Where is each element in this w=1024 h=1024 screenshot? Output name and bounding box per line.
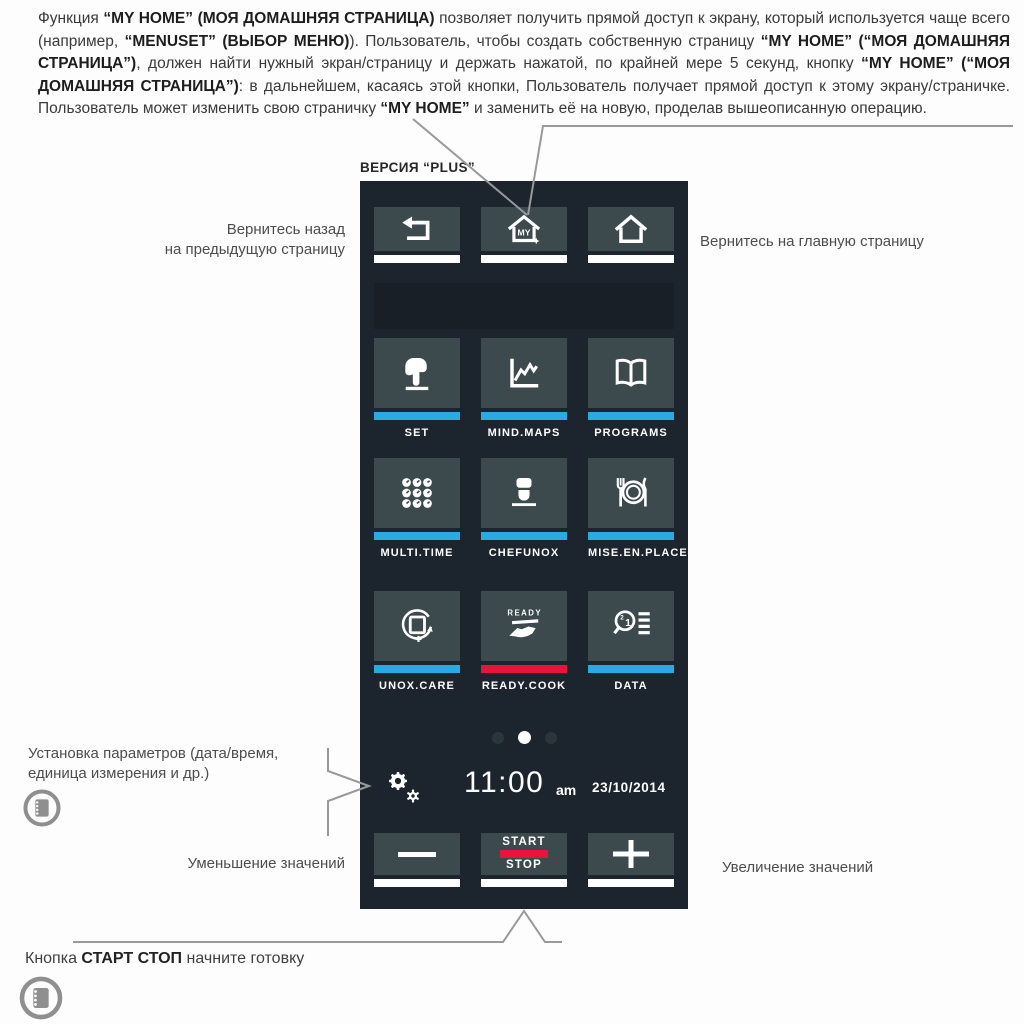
tile-multi-time[interactable] (374, 458, 460, 559)
annotation-decrease: Уменьшение значений (187, 855, 345, 872)
annotation-line: единица измерения и др.) (28, 764, 210, 782)
chef-icon (481, 458, 567, 528)
intro-text: Функция (38, 10, 104, 27)
tile-label: CHEFUNOX (488, 547, 560, 559)
tile-unox-care[interactable] (374, 591, 460, 692)
tile-ready-cook[interactable] (481, 591, 567, 692)
ready-text: READY (507, 608, 543, 618)
increase-button[interactable] (588, 833, 674, 887)
intro-bold-my-home: “MY HOME” (МОЯ ДОМАШНЯЯ СТРАНИЦА) (103, 10, 435, 27)
tile-mise-en-place[interactable] (588, 458, 688, 559)
manual-reference-icon (18, 975, 64, 1024)
my-badge-text: MY (517, 227, 531, 238)
tile-programs[interactable] (588, 338, 674, 439)
refresh-square-icon (374, 591, 460, 661)
intro-bold-menuset: “MENUSET” (ВЫБОР МЕНЮ) (124, 32, 350, 50)
annotation-increase: Увеличение значений (722, 859, 874, 876)
intro-paragraph (38, 8, 1010, 121)
back-button[interactable] (374, 207, 460, 263)
start-label: START (502, 835, 546, 848)
intro-bold-my-home: “MY HOME” (380, 100, 470, 117)
decrease-button[interactable] (374, 833, 460, 887)
page-indicator (360, 731, 688, 744)
oven-touchscreen-panel (360, 181, 688, 909)
annotation-line: Установка параметров (дата/время, (28, 745, 279, 762)
annotation-back-button (115, 220, 345, 259)
tile-label: MIND.MAPS (487, 427, 561, 439)
serving-hand-icon (481, 591, 567, 661)
my-home-button[interactable] (481, 207, 567, 263)
intro-text: и заменить её на новую, проделав вышеописанную операцию. (469, 100, 927, 117)
page-dot[interactable] (518, 731, 531, 744)
start-stop-button[interactable] (481, 833, 567, 887)
tile-label: READY.COOK (481, 680, 567, 692)
tile-set[interactable] (374, 338, 460, 439)
page-dot[interactable] (492, 732, 504, 744)
clock-time: 11:00 (464, 766, 545, 799)
data-digit-2: 2 (620, 614, 624, 622)
tile-data[interactable] (588, 591, 674, 692)
intro-text: позволяет получить прямой доступ к экрану, который используется чаще всего (например, (38, 10, 1010, 50)
clock-meridiem: am (556, 782, 577, 798)
magnifier-list-icon (588, 591, 674, 661)
data-digit-1: 1 (625, 617, 631, 629)
button-underline (588, 879, 674, 887)
tile-label: PROGRAMS (594, 427, 668, 439)
settings-gear-icon[interactable] (382, 767, 424, 810)
annotation-line: на предыдущую страницу (164, 240, 345, 258)
chart-icon (481, 338, 567, 408)
tile-underline (481, 412, 567, 420)
book-icon (588, 338, 674, 408)
plate-cutlery-icon (588, 458, 674, 528)
tile-underline (374, 412, 460, 420)
faded-screen-area (374, 283, 674, 329)
start-stop-red-bar (500, 850, 548, 858)
tile-underline (588, 532, 674, 540)
annotation-line: Вернитесь назад (226, 221, 345, 238)
clock-date: 23/10/2014 (592, 780, 666, 795)
back-icon (374, 207, 460, 251)
tile-label: SET (404, 427, 430, 439)
minus-icon (374, 833, 460, 875)
tile-label: MULTI.TIME (380, 547, 454, 559)
tile-underline (481, 665, 567, 673)
annotation-home-button: Вернитесь на главную страницу (700, 233, 924, 250)
annotation-text: Кнопка (25, 950, 82, 967)
intro-bold-my-home: “MY HOME” (“МОЯ ДОМАШНЯЯ СТРАНИЦА”) (38, 32, 1010, 72)
home-button[interactable] (588, 207, 674, 263)
tile-mind-maps[interactable] (481, 338, 567, 439)
tile-underline (481, 532, 567, 540)
stop-label: STOP (506, 859, 542, 871)
intro-text: ). Пользователь, чтобы создать собственную страницу (349, 32, 761, 50)
button-underline (588, 255, 674, 263)
page-dot[interactable] (545, 732, 557, 744)
intro-bold-my-home: “MY HOME” (“МОЯ ДОМАШНЯЯ СТРАНИЦА”) (38, 55, 1010, 95)
plus-icon (588, 833, 674, 875)
intro-text: : в дальнейшем, касаясь этой кнопки, Пользователь получает прямой доступ к этому экрану/страничке. Пользователь может изменить свою страничку (38, 77, 1010, 117)
home-icon (588, 207, 674, 251)
manual-reference-icon (22, 788, 62, 833)
annotation-text: начните готовку (182, 950, 305, 967)
tile-label: UNOX.CARE (379, 680, 455, 692)
annotation-start-stop (25, 950, 304, 968)
tile-underline (374, 665, 460, 673)
tile-underline (374, 532, 460, 540)
clocks-grid-icon (374, 458, 460, 528)
tile-underline (588, 412, 674, 420)
tile-chefunox[interactable] (481, 458, 567, 559)
button-underline (374, 255, 460, 263)
tile-underline (588, 665, 674, 673)
intro-text: , должен найти нужный экран/страницу и держать нажатой, по крайней мере 5 секунд, кнопку (136, 55, 862, 72)
my-home-icon (481, 207, 567, 251)
annotation-bold: СТАРТ СТОП (81, 950, 183, 967)
version-label: ВЕРСИЯ “PLUS” (360, 160, 476, 175)
set-icon (374, 338, 460, 408)
button-underline (481, 255, 567, 263)
button-underline (374, 879, 460, 887)
tile-label: MISE.EN.PLACE (588, 547, 688, 559)
annotation-settings (28, 744, 348, 783)
tile-label: DATA (614, 680, 648, 692)
start-stop-labels (500, 837, 548, 872)
button-underline (481, 879, 567, 887)
